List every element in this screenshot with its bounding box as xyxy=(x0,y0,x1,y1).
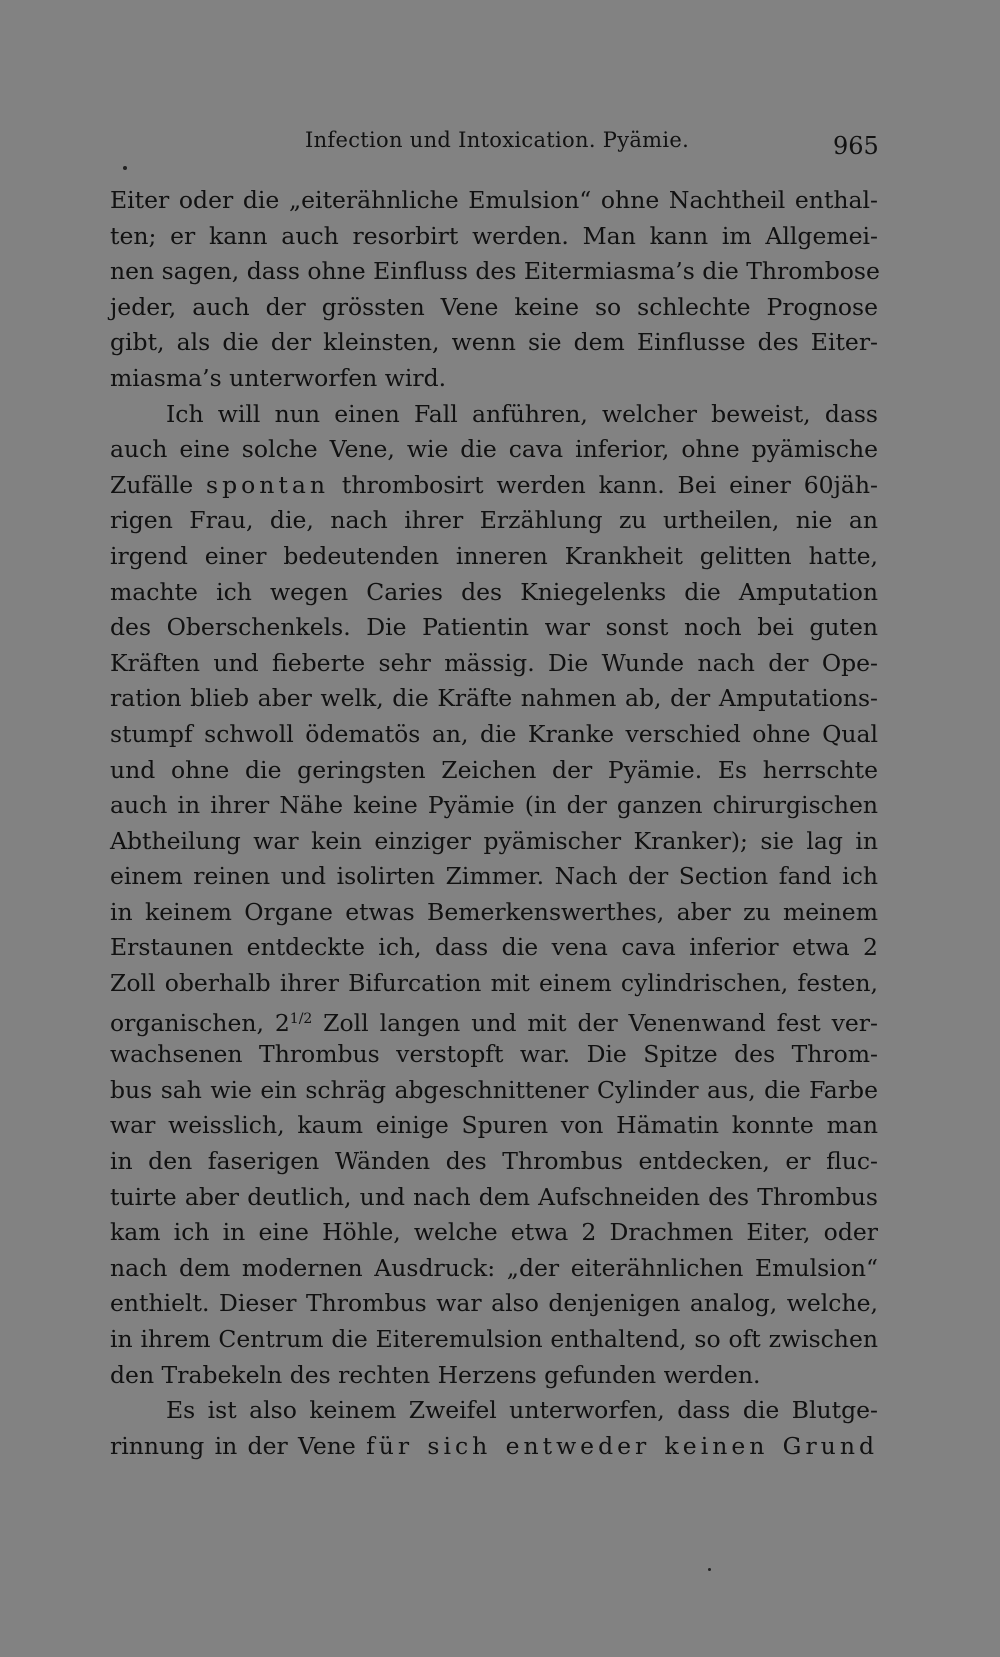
fraction: 1/2 xyxy=(289,1010,313,1027)
text-line: bus sah wie ein schräg abgeschnittener Cylinder aus, die Farbe xyxy=(110,1075,878,1104)
text-line: ration blieb aber welk, die Kräfte nahmen ab, der Amputations- xyxy=(110,684,878,713)
text-fragment: Zoll langen und mit der Venenwand fest ver- xyxy=(312,1008,878,1037)
text-line: irgend einer bedeutenden inneren Krankheit gelitten hatte, xyxy=(110,541,878,570)
text-line: Ich will nun einen Fall anführen, welcher beweist, dass xyxy=(166,399,878,428)
text-line: den Trabekeln des rechten Herzens gefunden werden. xyxy=(110,1360,761,1389)
text-line: auch eine solche Vene, wie die cava inferior, ohne pyämische xyxy=(110,435,878,464)
text-fragment: rinnung in der Vene xyxy=(110,1431,356,1460)
text-line: Eiter oder die „eiterähnliche Emulsion“ ohne Nachtheil enthal- xyxy=(110,186,878,214)
text-line: des Oberschenkels. Die Patientin war sonst noch bei guten xyxy=(110,613,878,642)
emphasis-spaced: für sich entweder keinen Grund xyxy=(366,1431,878,1460)
text-line: Zoll oberhalb ihrer Bifurcation mit einem cylindrischen, festen, xyxy=(110,969,878,998)
text-line: einem reinen und isolirten Zimmer. Nach der Section fand ich xyxy=(110,862,878,891)
text-line: tuirte aber deutlich, und nach dem Aufschneiden des Thrombus xyxy=(110,1182,878,1211)
text-line: miasma’s unterworfen wird. xyxy=(110,363,447,392)
text-line: gibt, als die der kleinsten, wenn sie dem Einflusse des Eiter- xyxy=(110,328,878,357)
emphasis-spaced: spontan xyxy=(206,470,329,499)
print-speck xyxy=(708,1568,711,1571)
text-line: Es ist also keinem Zweifel unterworfen, dass die Blutge- xyxy=(166,1396,878,1425)
text-line: in ihrem Centrum die Eiteremulsion enthaltend, so oft zwischen xyxy=(110,1325,878,1353)
text-line: rigen Frau, die, nach ihrer Erzählung zu urtheilen, nie an xyxy=(110,506,878,535)
page-number: 965 xyxy=(833,132,879,160)
text-fragment: Zufälle xyxy=(110,470,194,499)
text-line: wachsenen Thrombus verstopft war. Die Spitze des Throm- xyxy=(110,1040,878,1069)
text-line: in keinem Organe etwas Bemerkenswerthes, aber zu meinem xyxy=(110,897,878,926)
text-fragment: organischen, 2 xyxy=(110,1008,290,1037)
text-line: in den faserigen Wänden des Thrombus entdecken, er fluc- xyxy=(110,1147,878,1176)
text-line: kam ich in eine Höhle, welche etwa 2 Drachmen Eiter, oder xyxy=(110,1218,878,1247)
text-line: stumpf schwoll ödematös an, die Kranke verschied ohne Qual xyxy=(110,719,878,748)
text-line: war weisslich, kaum einige Spuren von Hämatin konnte man xyxy=(110,1111,878,1140)
text-line: und ohne die geringsten Zeichen der Pyämie. Es herrschte xyxy=(110,755,878,784)
text-line-composite xyxy=(110,1002,878,1038)
text-line: ten; er kann auch resorbirt werden. Man kann im Allgemei- xyxy=(110,221,878,250)
text-line: nach dem modernen Ausdruck: „der eiterähnlichen Emulsion“ xyxy=(110,1253,878,1282)
text-line: Erstaunen entdeckte ich, dass die vena cava inferior etwa 2 xyxy=(110,933,878,962)
text-fragment: thrombosirt werden kann. Bei einer 60jäh- xyxy=(341,470,878,499)
text-line: auch in ihrer Nähe keine Pyämie (in der ganzen chirurgischen xyxy=(110,791,878,820)
body-text xyxy=(110,183,878,1464)
running-head: Infection und Intoxication. Pyämie. xyxy=(305,128,690,152)
text-line: Abtheilung war kein einziger pyämischer Kranker); sie lag in xyxy=(110,826,878,855)
text-line-composite xyxy=(110,1429,878,1465)
print-speck xyxy=(123,166,127,170)
text-line: enthielt. Dieser Thrombus war also denjenigen analog, welche, xyxy=(110,1289,878,1318)
text-line-composite xyxy=(110,468,878,504)
text-line: Kräften und fieberte sehr mässig. Die Wunde nach der Ope- xyxy=(110,648,878,677)
text-line: jeder, auch der grössten Vene keine so schlechte Prognose xyxy=(110,292,878,321)
text-line: nen sagen, dass ohne Einfluss des Eitermiasma’s die Thrombose xyxy=(110,257,880,286)
text-line: machte ich wegen Caries des Kniegelenks die Amputation xyxy=(110,577,878,606)
